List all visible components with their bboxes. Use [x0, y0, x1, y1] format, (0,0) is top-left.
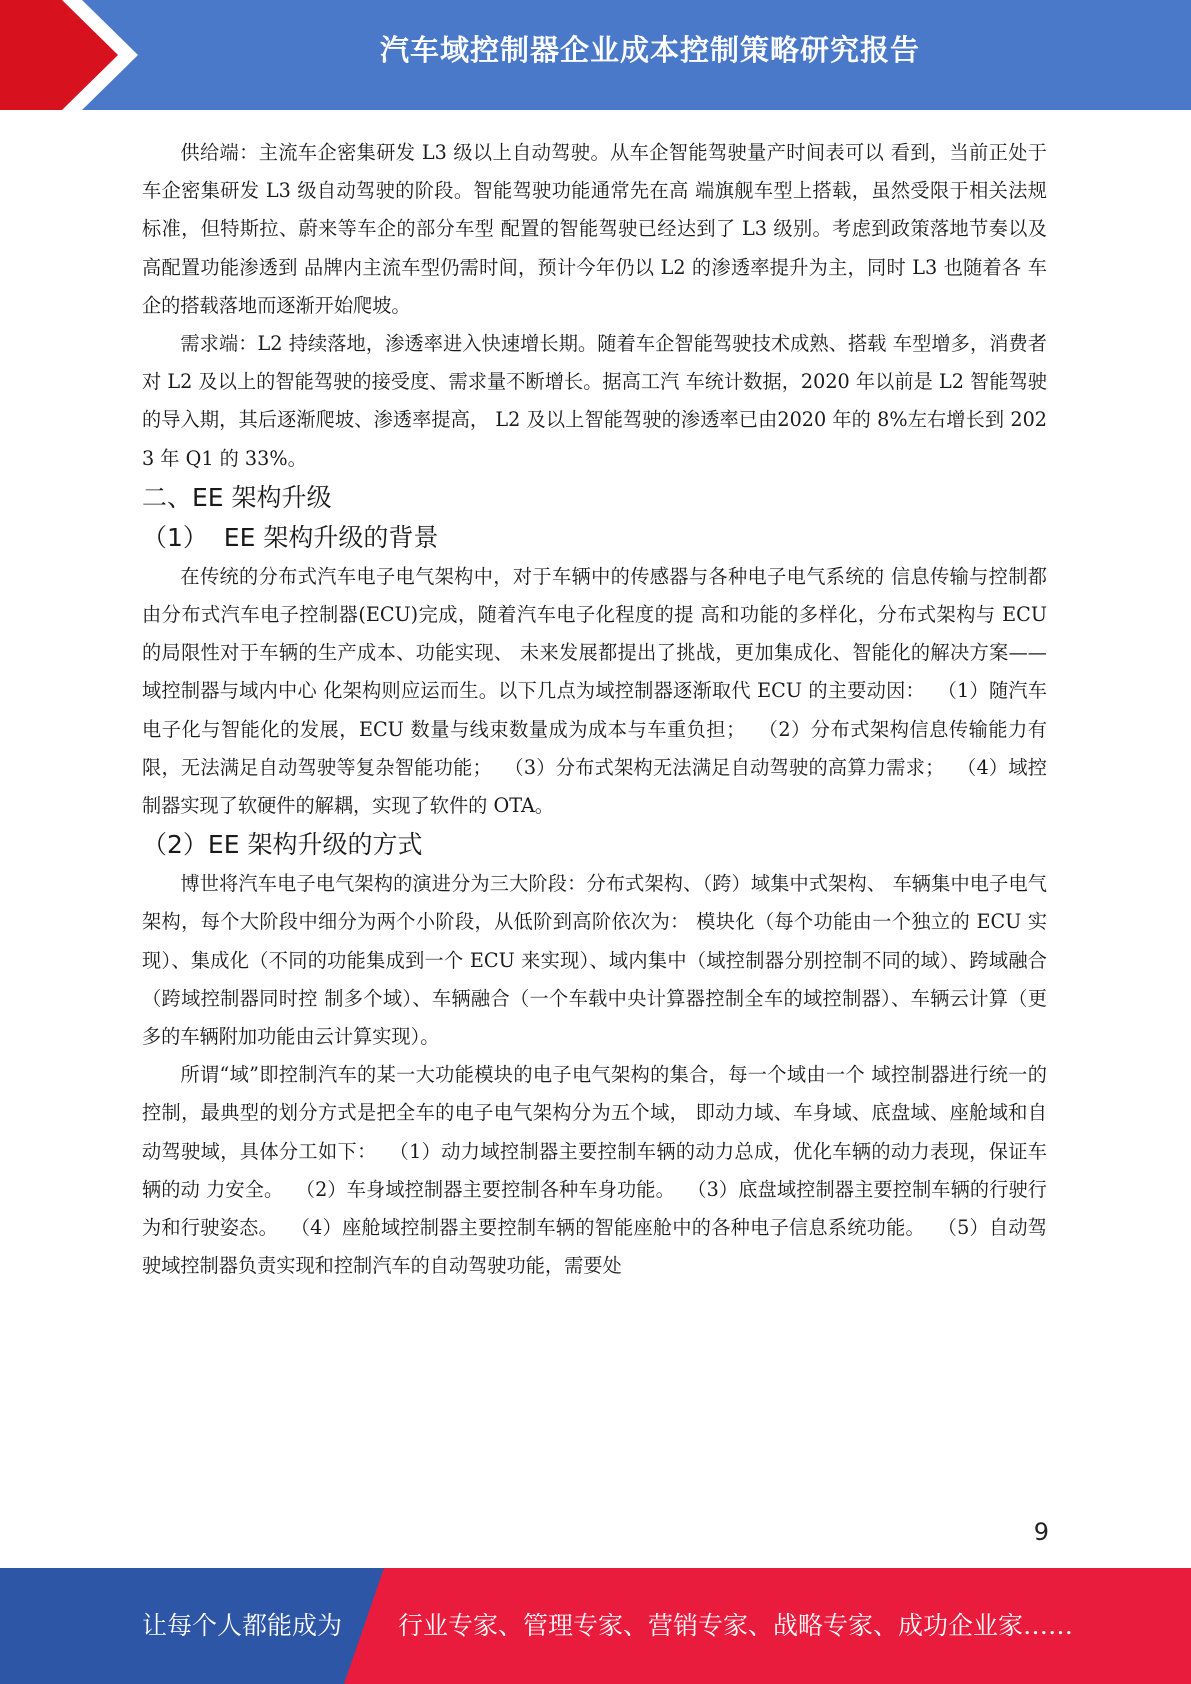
header-chevron-decoration — [0, 0, 160, 110]
paragraph-supply: 供给端：主流车企密集研发 L3 级以上自动驾驶。从车企智能驾驶量产时间表可以 看到，当前正处于车企密集研发 L3 级自动驾驶的阶段。智能驾驶功能通常先在高 端旗舰车型上搭载，虽然受限于相关法规标准，但特斯拉、蔚来等车企的部分车型 配置的智能驾驶已经达到了 L3 级别。考虑到政策落地节奏以及高配置功能渗透到 品牌内主流车型仍需时间，预计今年仍以 L2 的渗透率提升为主，同时 L3 也随着各 车企的搭载落地而逐渐开始爬坡。 — [142, 141, 1047, 317]
document-body — [142, 134, 1054, 1285]
paragraph-method: 博世将汽车电子电气架构的演进分为三大阶段：分布式架构、（跨）域集中式架构、 车辆集中电子电气架构，每个大阶段中细分为两个小阶段，从低阶到高阶依次为： 模块化（每个功能由一个独立的 ECU 实现）、集成化（不同的功能集成到一个 ECU 来实现）、域内集中（域控制器分别控制不同的域）、跨域融合（跨域控制器同时控 制多个域）、车辆融合（一个车载中央计算器控制全车的域控制器）、车辆云计算（更 多的车辆附加功能由云计算实现）。 — [142, 872, 1054, 1049]
section-heading: 二、EE 架构升级 — [142, 482, 332, 512]
paragraph-demand: 需求端：L2 持续落地，渗透率进入快速增长期。随着车企智能驾驶技术成熟、搭载 车型增多，消费者对 L2 及以上的智能驾驶的接受度、需求量不断增长。据高工汽 车统计数据，2020 年以前是 L2 智能驾驶的导入期，其后逐渐爬坡、渗透率提高， L2 及以上智能驾驶的渗透率已由2020 年的 8%左右增长到 2023 年 Q1 的 33%。 — [142, 332, 1047, 470]
subsection-heading-background: （1） EE 架构升级的背景 — [142, 522, 439, 552]
paragraph-background: 在传统的分布式汽车电子电气架构中，对于车辆中的传感器与各种电子电气系统的 信息传输与控制都由分布式汽车电子控制器(ECU)完成，随着汽车电子化程度的提 高和功能的多样化，分布式架构与 ECU 的局限性对于车辆的生产成本、功能实现、 未来发展都提出了挑战，更加集成化、智能化的解决方案——域控制器与域内中心 化架构则应运而生。以下几点为域控制器逐渐取代 ECU 的主要动因： （1）随汽车电子化与智能化的发展，ECU 数量与线束数量成为成本与车重负担； （2）分布式架构信息传输能力有限，无法满足自动驾驶等复杂智能功能； （3）分布式架构无法满足自动驾驶的高算力需求； （4）域控制器实现了软硬件的解耦，实现了软件的 OTA。 — [142, 564, 1054, 818]
subsection-heading-method: （2）EE 架构升级的方式 — [142, 830, 423, 860]
footer-slogan-left: 让每个人都能成为 — [142, 1611, 343, 1640]
page-header — [0, 0, 1191, 110]
paragraph-domain: 所谓“域”即控制汽车的某一大功能模块的电子电气架构的集合，每一个域由一个 域控制器进行统一的控制，最典型的划分方式是把全车的电子电气架构分为五个域， 即动力域、车身域、底盘域、座舱域和自动驾驶域，具体分工如下： （1）动力域控制器主要控制车辆的动力总成，优化车辆的动力表现，保证车辆的动 力安全。 （2）车身域控制器主要控制各种车身功能。 （3）底盘域控制器主要控制车辆的行驶行为和行驶姿态。 （4）座舱域控制器主要控制车辆的智能座舱中的各种电子信息系统功能。 （5）自动驾驶域控制器负责实现和控制汽车的自动驾驶功能，需要处 — [142, 1063, 1047, 1278]
report-title: 汽车域控制器企业成本控制策略研究报告 — [379, 33, 920, 67]
page-number: 9 — [1033, 1518, 1049, 1546]
page-footer — [0, 1568, 1191, 1684]
footer-slogan-right: 行业专家、管理专家、营销专家、战略专家、成功企业家…… — [398, 1611, 1074, 1640]
